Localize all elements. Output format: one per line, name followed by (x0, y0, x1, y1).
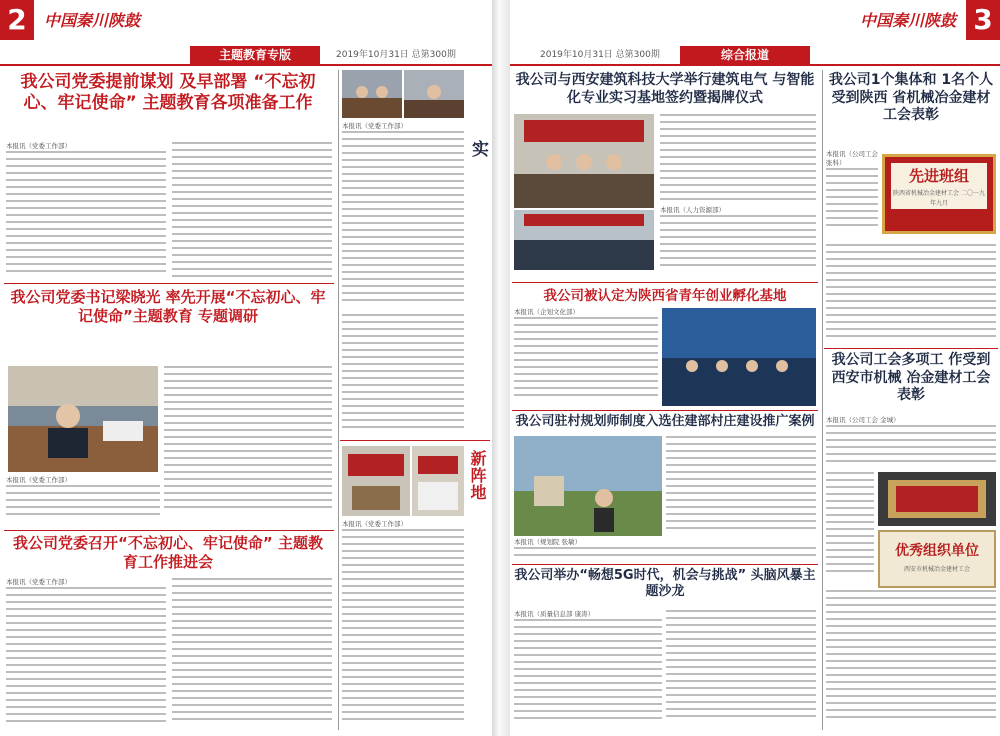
article-c-headline: 我公司驻村规划师制度入选住建部村庄建设推广案例 (515, 414, 815, 429)
certificate-issuer: 陕西省机械冶金建材工会 二〇一九年九月 (893, 190, 985, 207)
article-a-lead: 本报讯（人力资源部） (660, 206, 725, 214)
article-3-lead: 本报讯（党委工作部） (6, 578, 71, 586)
article-c-body (514, 538, 816, 560)
brainstorm-photo-1 (342, 70, 402, 118)
side-article-2-body (342, 520, 464, 730)
trophy-photo (878, 472, 996, 526)
article-a-body (660, 206, 816, 276)
article-d-lead: 本报讯（质量信息部 康涛） (514, 610, 595, 618)
article-2-body-right (164, 366, 332, 512)
article-d-body-col2 (666, 610, 816, 730)
brainstorm-photo-2 (404, 70, 464, 118)
article-e-body-2 (826, 244, 996, 344)
article-e-body (826, 150, 878, 240)
right-page (510, 0, 1000, 736)
dateline: 2019年10月31日 总第300期 (336, 50, 456, 60)
left-header (0, 0, 492, 70)
article-2-body (6, 476, 160, 526)
article-e-headline: 我公司1个集体和 1名个人受到陕西 省机械冶金建材工会表彰 (828, 72, 994, 123)
vertical-headline-1: 实 (468, 140, 488, 158)
activity-room-photo-1 (342, 446, 410, 516)
article-c-lead: 本报讯（规划院 张敏） (514, 538, 582, 546)
activity-room-photo-2 (412, 446, 464, 516)
article-b-headline: 我公司被认定为陕西省青年创业孵化基地 (543, 288, 787, 304)
article-d-body (514, 610, 662, 730)
meeting-photo (8, 366, 158, 472)
article-c-body-right (666, 436, 816, 536)
article-2-headline: 我公司党委书记梁晓光 率先开展“不忘初心、牢记使命”主题教育 专题调研 (10, 288, 326, 325)
article-f-lead: 本报讯（公司工会 金城） (826, 416, 900, 424)
article-1-body-col2 (172, 142, 332, 280)
article-3-body-col2 (172, 578, 332, 728)
section-label: 综合报道 (680, 46, 810, 64)
masthead-logo: 中国秦川陕鼓 (44, 11, 141, 30)
article-1-headline: 我公司党委提前谋划 及早部署 “不忘初心、牢记使命” 主题教育各项准备工作 (20, 72, 316, 114)
article-f-body-col (826, 472, 874, 582)
plaque-title: 优秀组织单位 (895, 543, 979, 559)
page-number: 2 (0, 0, 34, 40)
incubator-award-photo (662, 308, 816, 406)
dateline: 2019年10月31日 总第300期 (540, 50, 660, 60)
side-article-2-lead: 本报讯（党委工作部） (342, 520, 407, 528)
plaque-issuer: 西安市机械冶金建材工会 (903, 566, 970, 573)
article-3-headline: 我公司党委召开“不忘初心、牢记使命” 主题教育工作推进会 (13, 534, 323, 571)
article-f-headline: 我公司工会多项工 作受到西安市机械 冶金建材工会表彰 (831, 352, 991, 403)
side-article-1-body-2 (342, 314, 464, 434)
masthead-logo: 中国秦川陕鼓 (860, 11, 957, 30)
article-d-headline: 我公司举办“畅想5G时代，机会与挑战” 头脑风暴主题沙龙 (514, 568, 816, 600)
article-a-body-right (660, 114, 816, 204)
side-article-1-body (342, 122, 464, 312)
vertical-headline-2: 新阵地 (468, 450, 487, 501)
article-a-headline: 我公司与西安建筑科技大学举行建筑电气 与智能化专业实习基地签约暨揭牌仪式 (515, 72, 815, 106)
article-b-body (514, 308, 658, 406)
certificate-title: 先进班组 (908, 167, 969, 185)
village-planner-photo (514, 436, 662, 536)
article-f-body (826, 416, 996, 468)
right-header (510, 0, 1000, 70)
advanced-team-certificate (882, 154, 996, 234)
article-1-lead: 本报讯（党委工作部） (6, 142, 71, 150)
article-f-body-2 (826, 590, 996, 730)
side-article-1-lead: 本报讯（党委工作部） (342, 122, 407, 130)
excellent-organization-plaque (878, 530, 996, 588)
article-b-lead: 本报讯（企划文化部） (514, 308, 579, 316)
signing-ceremony-photo (514, 114, 654, 208)
article-e-lead: 本报讯（公司工会 张科） (826, 150, 878, 167)
group-photo (514, 210, 654, 270)
section-label: 主题教育专版 (190, 46, 320, 64)
page-number: 3 (966, 0, 1000, 40)
article-1-body (6, 142, 166, 280)
article-2-lead: 本报讯（党委工作部） (6, 476, 71, 484)
page-gutter (492, 0, 510, 736)
left-page (0, 0, 492, 736)
article-3-body (6, 578, 166, 728)
